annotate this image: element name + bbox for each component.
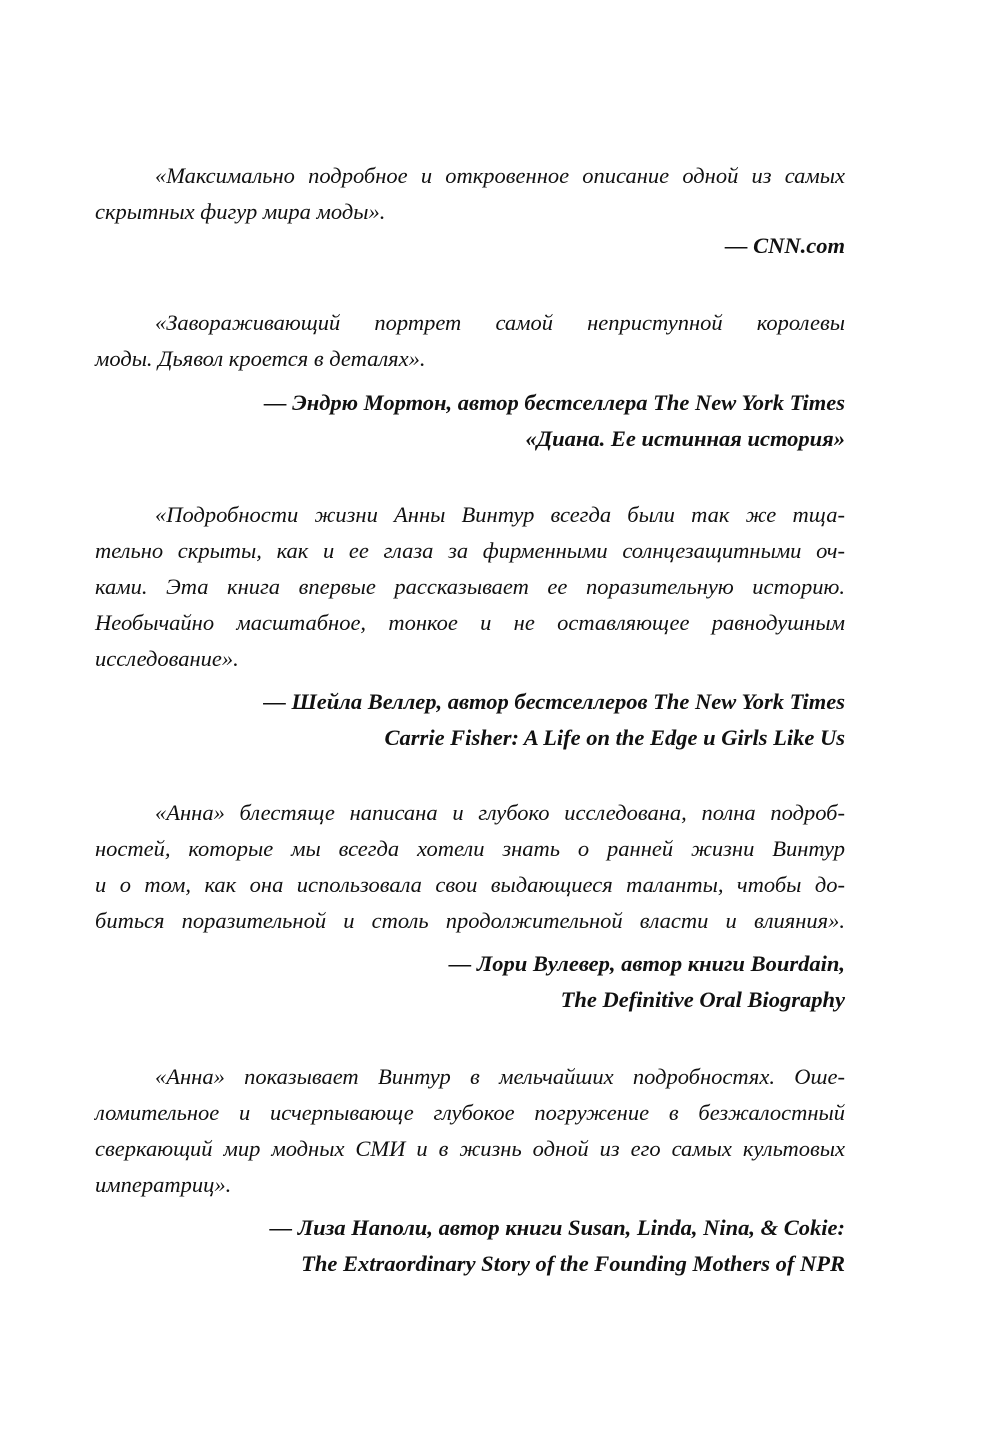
quote-line: сверкающий мир модных СМИ и в жизнь одной из его самых культовых	[95, 1136, 845, 1161]
quote-line: «Завораживающий портрет самой неприступной королевы	[155, 310, 845, 335]
attribution-line: «Диана. Ее истинная история»	[525, 426, 845, 451]
attribution-line: The Definitive Oral Biography	[560, 987, 845, 1012]
quote-napoli	[95, 1059, 845, 1203]
quote-line: биться поразительной и столь продолжительной власти и влияния».	[95, 908, 845, 933]
quote-line: тельно скрыты, как и ее глаза за фирменными солнцезащитными оч-	[95, 538, 845, 563]
attribution-line: — Лиза Наполи, автор книги Susan, Linda, Nina, & Cokie:	[269, 1215, 845, 1240]
quote-line: «Анна» блестяще написана и глубоко исследована, полна подроб-	[155, 800, 845, 825]
quote-line: Необычайно масштабное, тонкое и не оставляющее равнодушным	[95, 610, 845, 635]
attribution-morton	[95, 385, 845, 457]
attribution-weller	[95, 684, 845, 756]
attribution-line: — CNN.com	[725, 233, 845, 258]
quote-weller	[95, 497, 845, 677]
quote-morton	[95, 305, 845, 377]
quote-line: исследование».	[95, 646, 239, 671]
quote-line: и о том, как она использовала свои выдающиеся таланты, чтобы до-	[95, 872, 845, 897]
quote-cnn	[95, 158, 845, 230]
quote-line: ностей, которые мы всегда хотели знать о ранней жизни Винтур	[95, 836, 845, 861]
attribution-line: Carrie Fisher: A Life on the Edge и Girls Like Us	[384, 725, 845, 750]
attribution-line: The Extraordinary Story of the Founding Mothers of NPR	[301, 1251, 845, 1276]
quote-line: «Анна» показывает Винтур в мельчайших подробностях. Оше-	[155, 1064, 845, 1089]
quote-line: императриц».	[95, 1172, 232, 1197]
quote-line: «Подробности жизни Анны Винтур всегда были так же тща-	[155, 502, 845, 527]
quote-line: скрытных фигур мира моды».	[95, 199, 386, 224]
attribution-napoli	[95, 1210, 845, 1282]
quote-woolever	[95, 795, 845, 939]
quote-line: «Максимально подробное и откровенное описание одной из самых	[155, 163, 845, 188]
attribution-cnn	[95, 228, 845, 264]
quote-line: моды. Дьявол кроется в деталях».	[95, 346, 426, 371]
quote-line: ломительное и исчерпывающе глубокое погружение в безжалостный	[95, 1100, 845, 1125]
attribution-line: — Лори Вулевер, автор книги Bourdain,	[448, 951, 845, 976]
quote-line: ками. Эта книга впервые рассказывает ее поразительную историю.	[95, 574, 845, 599]
attribution-woolever	[95, 946, 845, 1018]
attribution-line: — Эндрю Мортон, автор бестселлера The New York Times	[263, 390, 845, 415]
attribution-line: — Шейла Веллер, автор бестселлеров The New York Times	[263, 689, 845, 714]
